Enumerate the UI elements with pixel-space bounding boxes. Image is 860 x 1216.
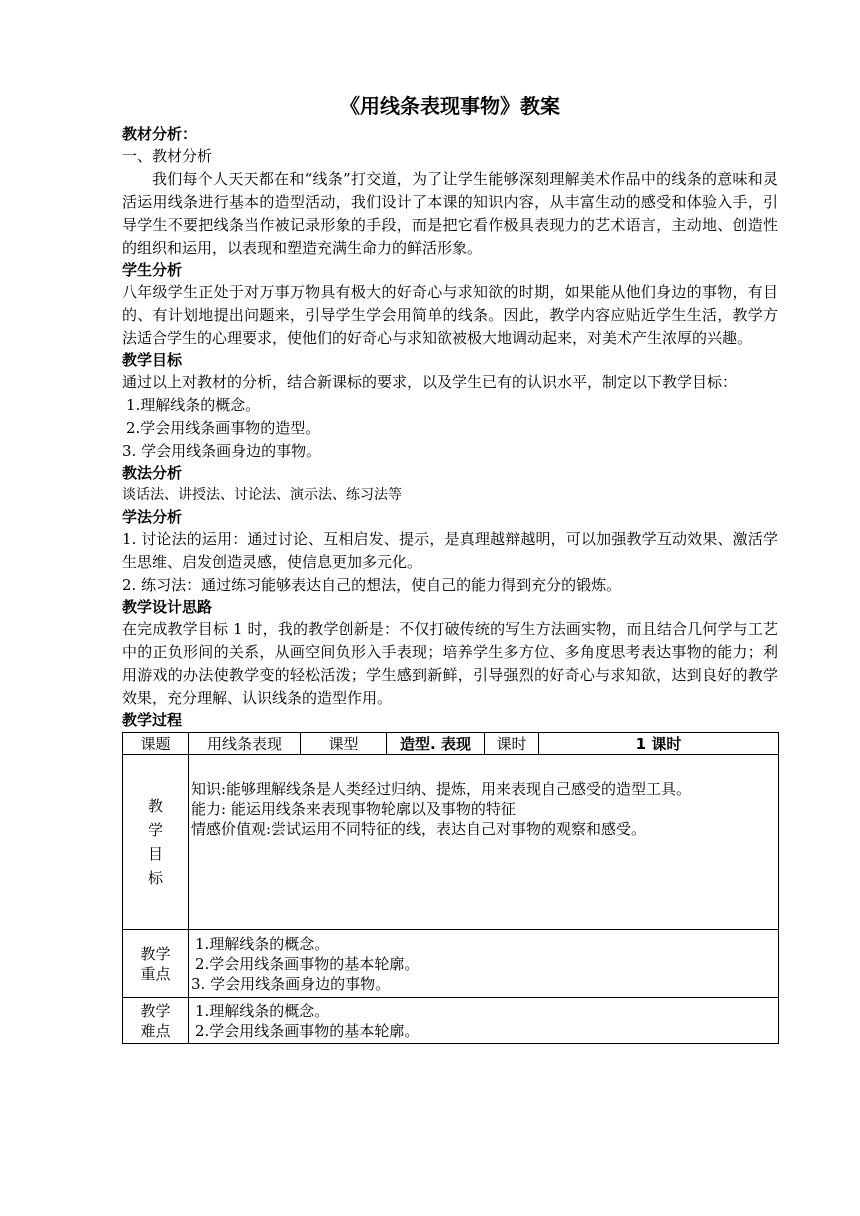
table-cell: 造型. 表现 <box>387 733 485 755</box>
section-heading-goals: 教学目标 <box>122 351 183 369</box>
section-heading-students: 学生分析 <box>122 261 183 279</box>
table-cell <box>189 755 779 930</box>
section-heading-learning-method: 学法分析 <box>122 508 183 526</box>
goal-item-1: 1.理解线条的概念。 <box>126 396 261 414</box>
difficulty-point-1: 1.理解线条的概念。 <box>195 1001 330 1020</box>
learning-method-item-2: 2. 练习法：通过练习能够表达自己的想法，使自己的能力得到充分的锻炼。 <box>122 576 622 594</box>
key-point-1: 1.理解线条的概念。 <box>195 934 330 953</box>
document-title: 《用线条表现事物》教案 <box>340 94 560 118</box>
table-cell: 用线条表现 <box>189 733 301 755</box>
table-cell <box>189 930 779 998</box>
goal-line-emotion: 情感价值观:尝试运用不同特征的线，表达自己对事物的观察和感受。 <box>191 820 647 838</box>
difficulty-label-line-2: 难点 <box>140 1021 171 1040</box>
goal-item-3: 3. 学会用线条画身边的事物。 <box>122 442 322 460</box>
key-point-3: 3. 学会用线条画身边的事物。 <box>191 974 391 993</box>
table-row <box>123 930 779 998</box>
table-cell: 课时 <box>485 733 539 755</box>
table-cell <box>123 930 189 998</box>
subheading-textbook: 一、教材分析 <box>122 147 213 165</box>
table-row <box>123 733 779 755</box>
paragraph-textbook: 我们每个人天天都在和“线条”打交道，为了让学生能够深刻理解美术作品中的线条的意味和灵活运用线条进行基本的造型活动，我们设计了本课的知识内容，从丰富生动的感受和体验入手，引导学生不要把线条当作被记录形象的手段，而是把它看作极具表现力的艺术语言，主动地、创造性的组织和运用，以表现和塑造充满生命力的鲜活形象。 <box>122 170 778 257</box>
lesson-plan-table <box>122 732 779 1044</box>
goal-line-knowledge: 知识:能够理解线条是人类经过归纳、提炼，用来表现自己感受的造型工具。 <box>191 780 692 798</box>
goal-line-ability: 能力: 能运用线条来表现事物轮廓以及事物的特征 <box>191 800 516 818</box>
learning-method-item-1: 1. 讨论法的运用：通过讨论、互相启发、提示，是真理越辩越明，可以加强教学互动效果、激活学生思维、启发创造灵感，使信息更加多元化。 <box>122 530 778 571</box>
key-label-line-1: 教学 <box>140 944 171 963</box>
difficulty-label-line-1: 教学 <box>140 1001 171 1020</box>
goal-item-2: 2.学会用线条画事物的造型。 <box>126 419 321 437</box>
section-heading-textbook: 教材分析： <box>122 125 198 143</box>
document-page <box>122 92 778 1044</box>
table-row <box>123 998 779 1044</box>
table-cell: 课型 <box>301 733 387 755</box>
paragraph-students: 八年级学生正处于对万事万物具有极大的好奇心与求知欲的时期，如果能从他们身边的事物，有目的、有计划地提出问题来，引导学生学会用简单的线条。因此，教学内容应贴近学生生活，教学方法适合学生的心理要求，使他们的好奇心与求知欲被极大地调动起来，对美术产生浓厚的兴趣。 <box>122 283 778 347</box>
section-heading-process: 教学过程 <box>122 711 183 729</box>
difficulty-point-2: 2.学会用线条画事物的基本轮廓。 <box>195 1021 420 1040</box>
section-heading-design: 教学设计思路 <box>122 598 213 616</box>
goal-label: 教学目标 <box>148 797 164 887</box>
key-label-line-2: 重点 <box>140 964 171 983</box>
paragraph-goals: 通过以上对教材的分析，结合新课标的要求，以及学生已有的认识水平，制定以下教学目标： <box>122 373 738 391</box>
paragraph-teaching-method: 谈话法、讲授法、讨论法、演示法、练习法等 <box>122 487 402 503</box>
paragraph-design: 在完成教学目标 1 时，我的教学创新是：不仅打破传统的写生方法画实物，而且结合几何学与工艺中的正负形间的关系，从画空间负形入手表现；培养学生多方位、多角度思考表达事物的能力；利用游戏的办法使教学变的轻松活泼；学生感到新鲜，引导强烈的好奇心与求知欲，达到良好的教学效果，充分理解、认识线条的造型作用。 <box>122 620 778 707</box>
table-cell: 课题 <box>123 733 189 755</box>
table-cell <box>189 998 779 1044</box>
section-heading-teaching-method: 教法分析 <box>122 464 183 482</box>
key-point-2: 2.学会用线条画事物的基本轮廓。 <box>195 954 420 973</box>
table-row <box>123 755 779 930</box>
table-cell <box>123 755 189 930</box>
table-cell: 1 课时 <box>539 733 779 755</box>
table-cell <box>123 998 189 1044</box>
